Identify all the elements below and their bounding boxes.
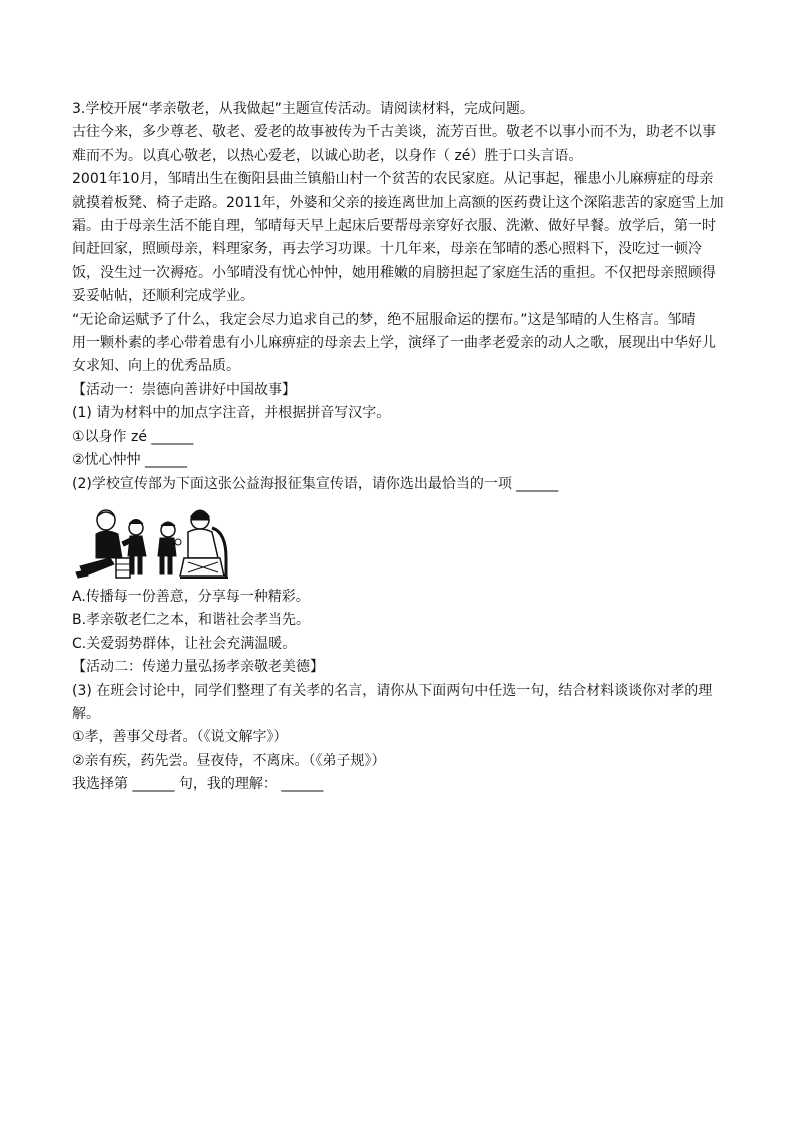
grandfather-figure [76,510,130,578]
paragraph-line: 女求知、向上的优秀品质。 [72,358,240,375]
activity-one-heading: 【活动一：崇德向善讲好中国故事】 [72,381,296,398]
sub-question-3-line: (3) 在班会讨论中，同学们整理了有关孝的名言，请你从下面两句中任选一句，结合材料谈谈你对孝的理 [72,682,713,699]
material-paragraph-2 [72,168,727,308]
paragraph-line: 饭，没生过一次褥疮。小邹晴没有忧心忡忡，她用稚嫩的肩膀担起了家庭生活的重担。不仅把母亲照顾得 [72,264,716,281]
paragraph-line: 2001年10月，邹晴出生在衡阳县曲兰镇船山村一个贫苦的农民家庭。从记事起，罹患小儿麻痹症的母亲 [72,171,714,188]
child-figure [158,522,181,574]
option-b: B.孝亲敬老仁之本，和谐社会孝当先。 [72,612,311,629]
material-paragraph-1 [72,121,727,168]
answer-prompt: 我选择第 ______ 句，我的理解： ______ [72,776,324,793]
sub-question-1: (1) 请为材料中的加点字注音，并根据拼音写汉字。 [72,405,391,422]
paragraph-line: 难而不为。以真心敬老，以热心爱老，以诚心助老，以身作（ zé）胜于口头言语。 [72,147,583,164]
paragraph-line: “无论命运赋予了什么，我定会尽力追求自己的梦，绝不屈服命运的摆布。”这是邹晴的人生格言。邹晴 [72,311,696,328]
activity-two-heading: 【活动二：传递力量弘扬孝亲敬老美德】 [72,659,324,676]
question-page [72,98,727,797]
poster-illustration [72,506,230,582]
paragraph-line: 间赶回家，照顾母亲，料理家务，再去学习功课。十几年来，母亲在邹晴的悉心照料下，没吃过一顿冷 [72,241,702,258]
sub-question-1b: ②忧心忡忡 ______ [72,452,188,469]
sub-question-2: (2)学校宣传部为下面这张公益海报征集宣传语，请你选出最恰当的一项 ______ [72,475,559,492]
paragraph-line: 古往今来，多少尊老、敬老、爱老的故事被传为千古美谈，流芳百世。敬老不以事小而不为，助老不以事 [72,124,716,141]
paragraph-line: 霜。由于母亲生活不能自理，邹晴每天早上起床后要帮母亲穿好衣服、洗漱、做好早餐。放学后，第一时 [72,218,716,235]
paragraph-line: 就摸着板凳、椅子走路。2011年，外婆和父亲的接连离世加上高额的医药费让这个深陷悲苦的家庭雪上加 [72,194,724,211]
material-paragraph-3 [72,309,727,379]
quote-one: ①孝，善事父母者。（《说文解字》） [72,729,288,746]
paragraph-line: 妥妥帖帖，还顺利完成学业。 [72,288,254,305]
grandmother-figure [180,510,228,578]
option-c: C.关爱弱势群体，让社会充满温暖。 [72,635,297,652]
sub-question-3-line: 解。 [72,705,100,722]
sub-question-1a: ①以身作 zé ______ [72,428,194,445]
question-title: 3.学校开展“孝亲敬老，从我做起”主题宣传活动。请阅读材料，完成问题。 [72,101,534,117]
paragraph-line: 用一颗朴素的孝心带着患有小儿麻痹症的母亲去上学，演绎了一曲孝老爱亲的动人之歌，展现出中华好儿 [72,335,716,352]
option-a: A.传播每一份善意，分享每一种精彩。 [72,588,310,605]
quote-two: ②亲有疾，药先尝。昼夜侍，不离床。（《弟子规》） [72,752,386,769]
